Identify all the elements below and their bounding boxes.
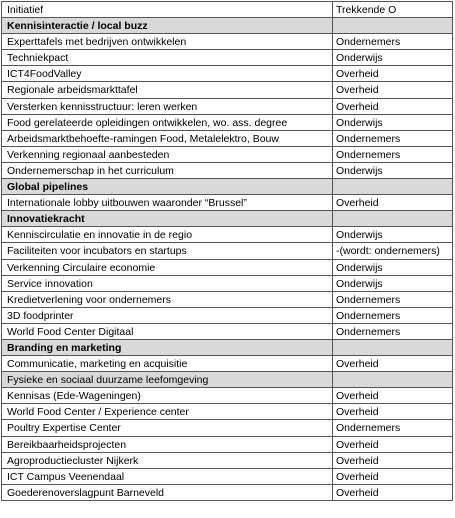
initiative-name: Ondernemerschap in het curriculum — [2, 163, 333, 179]
table-row — [2, 356, 453, 372]
lead-party: Ondernemers — [333, 34, 453, 50]
lead-party: Onderwijs — [333, 227, 453, 243]
table-row — [2, 276, 453, 292]
initiative-name: Faciliteiten voor incubators en startups — [2, 243, 333, 259]
lead-party: Onderwijs — [333, 260, 453, 276]
lead-party: Ondernemers — [333, 308, 453, 324]
initiative-name: Verkenning Circulaire economie — [2, 260, 333, 276]
table-row — [2, 147, 453, 163]
table-row — [2, 260, 453, 276]
initiative-name: 3D foodprinter — [2, 308, 333, 324]
lead-party: Overheid — [333, 195, 453, 211]
initiative-name: Internationale lobby uitbouwen waaronder “Brussel” — [2, 195, 333, 211]
lead-party: Ondernemers — [333, 324, 453, 340]
initiative-name: Food gerelateerde opleidingen ontwikkelen, wo. ass. degree — [2, 115, 333, 131]
lead-party: Ondernemers — [333, 292, 453, 308]
table-row — [2, 131, 453, 147]
section-header-row — [2, 18, 453, 34]
initiative-name: Bereikbaarheidsprojecten — [2, 437, 333, 453]
table-row — [2, 34, 453, 50]
table-row — [2, 420, 453, 436]
table-row — [2, 82, 453, 98]
table-row — [2, 404, 453, 420]
lead-party: Onderwijs — [333, 115, 453, 131]
section-header-row — [2, 340, 453, 356]
lead-party: Overheid — [333, 99, 453, 115]
section-empty-cell — [333, 372, 453, 388]
table-row — [2, 50, 453, 66]
initiative-name: Experttafels met bedrijven ontwikkelen — [2, 34, 333, 50]
lead-party: -(wordt: ondernemers) — [333, 243, 453, 259]
lead-party: Overheid — [333, 82, 453, 98]
lead-party: Overheid — [333, 356, 453, 372]
section-title: Branding en marketing — [2, 340, 333, 356]
lead-party: Ondernemers — [333, 420, 453, 436]
initiative-name: Communicatie, marketing en acquisitie — [2, 356, 333, 372]
lead-party: Onderwijs — [333, 163, 453, 179]
table-row — [2, 163, 453, 179]
initiative-name: Techniekpact — [2, 50, 333, 66]
lead-party: Onderwijs — [333, 50, 453, 66]
table-row — [2, 437, 453, 453]
initiatives-table — [1, 1, 453, 501]
initiative-name: World Food Center Digitaal — [2, 324, 333, 340]
table-row — [2, 308, 453, 324]
section-empty-cell — [333, 340, 453, 356]
lead-party: Overheid — [333, 404, 453, 420]
lead-party: Ondernemers — [333, 147, 453, 163]
lead-party: Ondernemers — [333, 131, 453, 147]
lead-party: Onderwijs — [333, 276, 453, 292]
lead-party: Overheid — [333, 469, 453, 485]
table-row — [2, 195, 453, 211]
section-empty-cell — [333, 211, 453, 227]
header-initiatief: Initiatief — [2, 2, 333, 18]
section-header-row — [2, 179, 453, 195]
lead-party: Overheid — [333, 66, 453, 82]
lead-party: Overheid — [333, 485, 453, 501]
table-row — [2, 388, 453, 404]
initiative-name: Kennisas (Ede-Wageningen) — [2, 388, 333, 404]
section-title: Kennisinteractie / local buzz — [2, 18, 333, 34]
header-trekkende: Trekkende O — [333, 2, 453, 18]
table-row — [2, 115, 453, 131]
table-row — [2, 453, 453, 469]
initiative-name: Regionale arbeidsmarkttafel — [2, 82, 333, 98]
initiative-name: Kredietverlening voor ondernemers — [2, 292, 333, 308]
section-empty-cell — [333, 18, 453, 34]
initiative-name: Poultry Expertise Center — [2, 420, 333, 436]
initiative-name: Agroproductiecluster Nijkerk — [2, 453, 333, 469]
section-header-row — [2, 211, 453, 227]
table-row — [2, 485, 453, 501]
initiative-name: Versterken kennisstructuur: leren werken — [2, 99, 333, 115]
section-header-row — [2, 372, 453, 388]
initiative-name: ICT Campus Veenendaal — [2, 469, 333, 485]
initiative-name: Arbeidsmarktbehoefte-ramingen Food, Metalelektro, Bouw — [2, 131, 333, 147]
lead-party: Overheid — [333, 437, 453, 453]
initiative-name: Service innovation — [2, 276, 333, 292]
section-title: Innovatiekracht — [2, 211, 333, 227]
table-row — [2, 227, 453, 243]
lead-party: Overheid — [333, 453, 453, 469]
table-header-row — [2, 2, 453, 18]
table-row — [2, 99, 453, 115]
initiative-name: ICT4FoodValley — [2, 66, 333, 82]
table-row — [2, 243, 453, 259]
section-title: Global pipelines — [2, 179, 333, 195]
section-title: Fysieke en sociaal duurzame leefomgeving — [2, 372, 333, 388]
initiative-name: Goederenoverslagpunt Barneveld — [2, 485, 333, 501]
initiative-name: World Food Center / Experience center — [2, 404, 333, 420]
table-row — [2, 66, 453, 82]
table-row — [2, 292, 453, 308]
initiative-name: Kenniscirculatie en innovatie in de regio — [2, 227, 333, 243]
table-row — [2, 469, 453, 485]
lead-party: Overheid — [333, 388, 453, 404]
section-empty-cell — [333, 179, 453, 195]
table-row — [2, 324, 453, 340]
initiative-name: Verkenning regionaal aanbesteden — [2, 147, 333, 163]
